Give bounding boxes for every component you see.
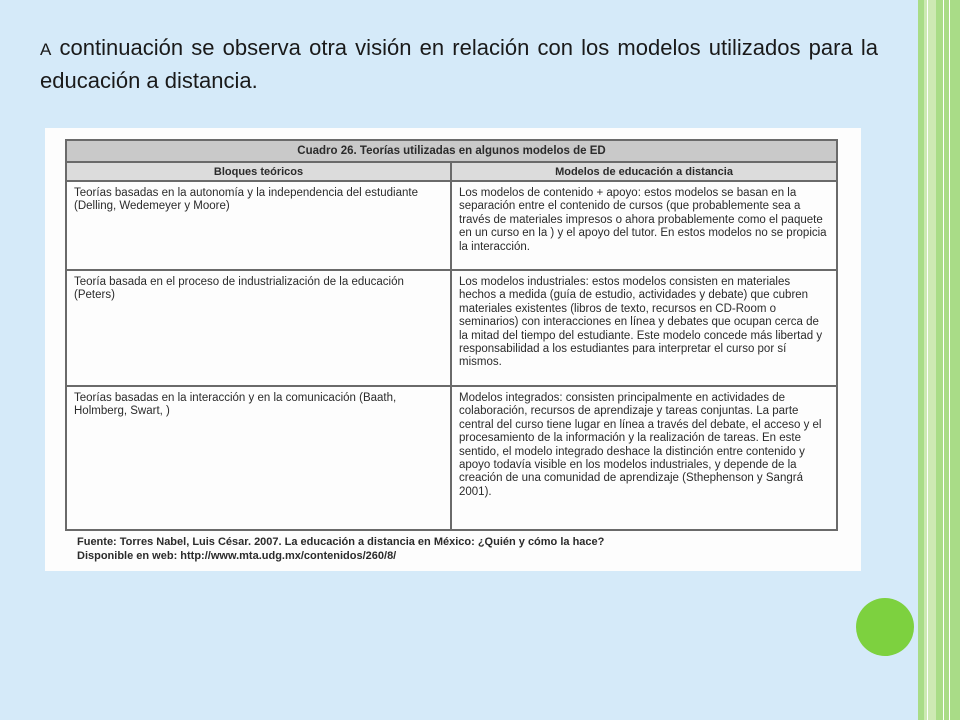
source-url: Disponible en web: http://www.mta.udg.mx/contenidos/260/8/ (77, 550, 397, 562)
table-source (77, 535, 837, 563)
model-cell: Los modelos industriales: estos modelos consisten en materiales hechos a medida (guía de estudio, actividades y debate) que cubren materiales existentes (libros de texto, recursos en CD-Room o seminarios) con interacciones en línea y debates que ocupan cerca de la mitad del tiempo del estudiante. Este modelo concede más libertad y responsabilidad a los estudiantes para interpretar el curso por sí mismos. (451, 270, 837, 386)
table-image (45, 128, 861, 571)
intro-paragraph (40, 32, 878, 96)
intro-text: continuación se observa otra visión en relación con los modelos utilizados para la educación a distancia. (40, 35, 878, 93)
source-citation: Fuente: Torres Nabel, Luis César. 2007. La educación a distancia en México: ¿Quién y cómo la hace? (77, 536, 605, 548)
column-header-theory: Bloques teóricos (66, 162, 451, 181)
theory-cell: Teoría basada en el proceso de industrialización de la educación (Peters) (66, 270, 451, 386)
column-header-model: Modelos de educación a distancia (451, 162, 837, 181)
decorative-green-circle (856, 598, 914, 656)
theories-table (65, 139, 838, 531)
right-decorative-border (918, 0, 960, 720)
model-cell: Los modelos de contenido + apoyo: estos modelos se basan en la separación entre el contenido de cursos (que probablemente sea a través de materiales impresos o ahora probablemente como el paquete en un curso en la ) y el apoyo del tutor. En estos modelos no se propicia la interacción. (451, 181, 837, 270)
theory-cell: Teorías basadas en la interacción y en la comunicación (Baath, Holmberg, Swart, ) (66, 386, 451, 530)
table-row (66, 270, 837, 386)
model-cell: Modelos integrados: consisten principalmente en actividades de colaboración, recursos de aprendizaje y tareas conjuntas. La parte central del curso tiene lugar en línea a través del debate, el acceso y el procesamiento de la información y la realización de tareas. En este sentido, el modelo integrado deshace la distinción entre contenido y apoyo todavía visible en los modelos industriales, y depende de la creación de una comunidad de aprendizaje (Sthephenson y Sangrá 2001). (451, 386, 837, 530)
table-title: Cuadro 26. Teorías utilizadas en algunos modelos de ED (66, 140, 837, 162)
table-row (66, 181, 837, 270)
table-row (66, 386, 837, 530)
theory-cell: Teorías basadas en la autonomía y la independencia del estudiante (Delling, Wedemeyer y Moore) (66, 181, 451, 270)
intro-lead-letter: A (40, 40, 52, 59)
